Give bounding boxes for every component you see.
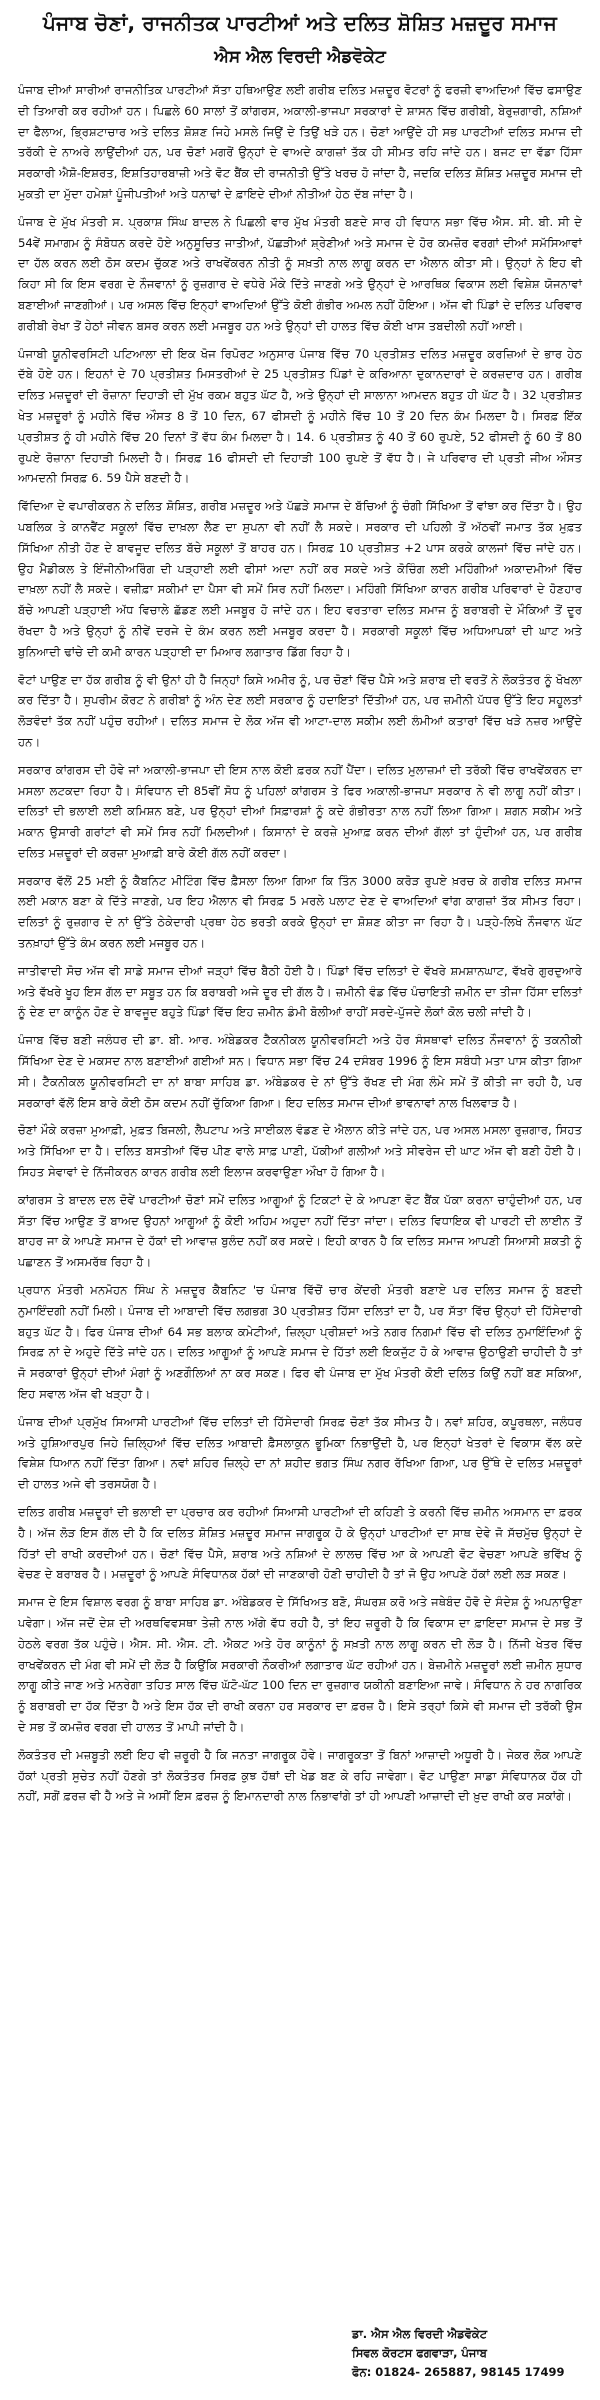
article-paragraph: ਪੰਜਾਬ ਦੀਆਂ ਪ੍ਰਮੁੱਖ ਸਿਆਸੀ ਪਾਰਟੀਆਂ ਵਿੱਚ ਦਲਿਤਾਂ ਦੀ ਹਿੱਸੇਦਾਰੀ ਸਿਰਫ਼ ਚੋਣਾਂ ਤੱਕ ਸੀਮਤ ਹੈ। ਨਵਾਂ ਸ਼ਹਿਰ, ਕਪੂਰਥਲਾ, ਜਲੰਧਰ ਅਤੇ ਹੁਸ਼ਿਆਰਪੁਰ ਜਿਹੇ ਜ਼ਿਲ੍ਹਿਆਂ ਵਿੱਚ ਦਲਿਤ ਆਬਾਦੀ ਫ਼ੈਸਲਾਕੁਨ ਭੂਮਿਕਾ ਨਿਭਾਉਂਦੀ ਹੈ, ਪਰ ਇਨ੍ਹਾਂ ਖੇਤਰਾਂ ਦੇ ਵਿਕਾਸ ਵੱਲ ਕਦੇ ਵਿਸ਼ੇਸ਼ ਧਿਆਨ ਨਹੀਂ ਦਿੱਤਾ ਗਿਆ। ਨਵਾਂ ਸ਼ਹਿਰ ਜ਼ਿਲ੍ਹੇ ਦਾ ਨਾਂ ਸ਼ਹੀਦ ਭਗਤ ਸਿੰਘ ਨਗਰ ਰੱਖਿਆ ਗਿਆ, ਪਰ ਉੱਥੇ ਦੇ ਦਲਿਤ ਮਜ਼ਦੂਰਾਂ ਦੀ ਹਾਲਤ ਅਜੇ ਵੀ ਤਰਸਯੋਗ ਹੈ। <box>18 1414 582 1492</box>
article-paragraph: ਵੋਟਾਂ ਪਾਉਣ ਦਾ ਹੱਕ ਗਰੀਬ ਨੂੰ ਵੀ ਉਨਾਂ ਹੀ ਹੈ ਜਿਨ੍ਹਾਂ ਕਿਸੇ ਅਮੀਰ ਨੂੰ, ਪਰ ਚੋਣਾਂ ਵਿੱਚ ਪੈਸੇ ਅਤੇ ਸ਼ਰਾਬ ਦੀ ਵਰਤੋਂ ਨੇ ਲੋਕਤੰਤਰ ਨੂੰ ਖੋਖਲਾ ਕਰ ਦਿੱਤਾ ਹੈ। ਸੁਪਰੀਮ ਕੋਰਟ ਨੇ ਗਰੀਬਾਂ ਨੂੰ ਅੰਨ ਦੇਣ ਲਈ ਸਰਕਾਰ ਨੂੰ ਹਦਾਇਤਾਂ ਦਿੱਤੀਆਂ ਹਨ, ਪਰ ਜ਼ਮੀਨੀ ਪੱਧਰ ਉੱਤੇ ਇਹ ਸਹੂਲਤਾਂ ਲੋੜਵੰਦਾਂ ਤੱਕ ਨਹੀਂ ਪਹੁੰਚ ਰਹੀਆਂ। ਦਲਿਤ ਸਮਾਜ ਦੇ ਲੋਕ ਅੱਜ ਵੀ ਆਟਾ-ਦਾਲ ਸਕੀਮ ਲਈ ਲੰਮੀਆਂ ਕਤਾਰਾਂ ਵਿੱਚ ਖੜੇ ਨਜ਼ਰ ਆਉਂਦੇ ਹਨ। <box>18 672 582 749</box>
article-paragraph: ਕਾਂਗਰਸ ਤੇ ਬਾਦਲ ਦਲ ਦੋਵੇਂ ਪਾਰਟੀਆਂ ਚੋਣਾਂ ਸਮੇਂ ਦਲਿਤ ਆਗੂਆਂ ਨੂੰ ਟਿਕਟਾਂ ਦੇ ਕੇ ਆਪਣਾ ਵੋਟ ਬੈਂਕ ਪੱਕਾ ਕਰਨਾ ਚਾਹੁੰਦੀਆਂ ਹਨ, ਪਰ ਸੱਤਾ ਵਿੱਚ ਆਉਣ ਤੋਂ ਬਾਅਦ ਉਹਨਾਂ ਆਗੂਆਂ ਨੂੰ ਕੋਈ ਅਹਿਮ ਅਹੁਦਾ ਨਹੀਂ ਦਿੱਤਾ ਜਾਂਦਾ। ਦਲਿਤ ਵਿਧਾਇਕ ਵੀ ਪਾਰਟੀ ਦੀ ਲਾਈਨ ਤੋਂ ਬਾਹਰ ਜਾ ਕੇ ਆਪਣੇ ਸਮਾਜ ਦੇ ਹੱਕਾਂ ਦੀ ਆਵਾਜ਼ ਬੁਲੰਦ ਨਹੀਂ ਕਰ ਸਕਦੇ। ਇਹੀ ਕਾਰਨ ਹੈ ਕਿ ਦਲਿਤ ਸਮਾਜ ਆਪਣੀ ਸਿਆਸੀ ਸ਼ਕਤੀ ਨੂੰ ਪਛਾਣਨ ਤੋਂ ਅਸਮਰੱਥ ਰਿਹਾ ਹੈ। <box>18 1192 582 1270</box>
article-paragraph: ਚੋਣਾਂ ਮੌਕੇ ਕਰਜ਼ਾ ਮੁਆਫ਼ੀ, ਮੁਫ਼ਤ ਬਿਜਲੀ, ਲੈਪਟਾਪ ਅਤੇ ਸਾਈਕਲ ਵੰਡਣ ਦੇ ਐਲਾਨ ਕੀਤੇ ਜਾਂਦੇ ਹਨ, ਪਰ ਅਸਲ ਮਸਲਾ ਰੁਜ਼ਗਾਰ, ਸਿਹਤ ਅਤੇ ਸਿੱਖਿਆ ਦਾ ਹੈ। ਦਲਿਤ ਬਸਤੀਆਂ ਵਿੱਚ ਪੀਣ ਵਾਲੇ ਸਾਫ਼ ਪਾਣੀ, ਪੱਕੀਆਂ ਗਲੀਆਂ ਅਤੇ ਸੀਵਰੇਜ ਦੀ ਘਾਟ ਅੱਜ ਵੀ ਬਣੀ ਹੋਈ ਹੈ। ਸਿਹਤ ਸੇਵਾਵਾਂ ਦੇ ਨਿੱਜੀਕਰਨ ਕਾਰਨ ਗਰੀਬ ਲਈ ਇਲਾਜ ਕਰਵਾਉਣਾ ਔਖਾ ਹੋ ਗਿਆ ਹੈ। <box>18 1123 582 1180</box>
article-paragraph: ਲੋਕਤੰਤਰ ਦੀ ਮਜ਼ਬੂਤੀ ਲਈ ਇਹ ਵੀ ਜ਼ਰੂਰੀ ਹੈ ਕਿ ਜਨਤਾ ਜਾਗਰੂਕ ਹੋਵੇ। ਜਾਗਰੂਕਤਾ ਤੋਂ ਬਿਨਾਂ ਆਜ਼ਾਦੀ ਅਧੂਰੀ ਹੈ। ਜੇਕਰ ਲੋਕ ਆਪਣੇ ਹੱਕਾਂ ਪ੍ਰਤੀ ਸੁਚੇਤ ਨਹੀਂ ਹੋਣਗੇ ਤਾਂ ਲੋਕਤੰਤਰ ਸਿਰਫ਼ ਕੁਝ ਹੱਥਾਂ ਦੀ ਖੇਡ ਬਣ ਕੇ ਰਹਿ ਜਾਵੇਗਾ। ਵੋਟ ਪਾਉਣਾ ਸਾਡਾ ਸੰਵਿਧਾਨਕ ਹੱਕ ਹੀ ਨਹੀਂ, ਸਗੋਂ ਫ਼ਰਜ਼ ਵੀ ਹੈ ਅਤੇ ਜੇ ਅਸੀਂ ਇਸ ਫ਼ਰਜ਼ ਨੂੰ ਇਮਾਨਦਾਰੀ ਨਾਲ ਨਿਭਾਵਾਂਗੇ ਤਾਂ ਹੀ ਆਪਣੀ ਆਜ਼ਾਦੀ ਦੀ ਖ਼ੁਦ ਰਾਖੀ ਕਰ ਸਕਾਂਗੇ। <box>18 1747 582 1804</box>
author-signature-block <box>352 2325 582 2382</box>
article-paragraph: ਸਮਾਜ ਦੇ ਇਸ ਵਿਸ਼ਾਲ ਵਰਗ ਨੂੰ ਬਾਬਾ ਸਾਹਿਬ ਡਾ. ਅੰਬੇਡਕਰ ਦੇ ਸਿੱਖਿਅਤ ਬਣੋ, ਸੰਘਰਸ਼ ਕਰੋ ਅਤੇ ਜਥੇਬੰਦ ਹੋਵੋ ਦੇ ਸੰਦੇਸ਼ ਨੂੰ ਅਪਨਾਉਣਾ ਪਵੇਗਾ। ਅੱਜ ਜਦੋਂ ਦੇਸ਼ ਦੀ ਅਰਥਵਿਵਸਥਾ ਤੇਜ਼ੀ ਨਾਲ ਅੱਗੇ ਵੱਧ ਰਹੀ ਹੈ, ਤਾਂ ਇਹ ਜ਼ਰੂਰੀ ਹੈ ਕਿ ਵਿਕਾਸ ਦਾ ਫ਼ਾਇਦਾ ਸਮਾਜ ਦੇ ਸਭ ਤੋਂ ਹੇਠਲੇ ਵਰਗ ਤੱਕ ਪਹੁੰਚੇ। ਐਸ. ਸੀ. ਐਸ. ਟੀ. ਐਕਟ ਅਤੇ ਹੋਰ ਕਾਨੂੰਨਾਂ ਨੂੰ ਸਖ਼ਤੀ ਨਾਲ ਲਾਗੂ ਕਰਨ ਦੀ ਲੋੜ ਹੈ। ਨਿੱਜੀ ਖੇਤਰ ਵਿੱਚ ਰਾਖਵੇਂਕਰਨ ਦੀ ਮੰਗ ਵੀ ਸਮੇਂ ਦੀ ਲੋੜ ਹੈ ਕਿਉਂਕਿ ਸਰਕਾਰੀ ਨੌਕਰੀਆਂ ਲਗਾਤਾਰ ਘੱਟ ਰਹੀਆਂ ਹਨ। ਬੇਜ਼ਮੀਨੇ ਮਜ਼ਦੂਰਾਂ ਲਈ ਜ਼ਮੀਨ ਸੁਧਾਰ ਲਾਗੂ ਕੀਤੇ ਜਾਣ ਅਤੇ ਮਨਰੇਗਾ ਤਹਿਤ ਸਾਲ ਵਿੱਚ ਘੱਟੋ-ਘੱਟ 100 ਦਿਨ ਦਾ ਰੁਜ਼ਗਾਰ ਯਕੀਨੀ ਬਣਾਇਆ ਜਾਵੇ। ਸੰਵਿਧਾਨ ਨੇ ਹਰ ਨਾਗਰਿਕ ਨੂੰ ਬਰਾਬਰੀ ਦਾ ਹੱਕ ਦਿੱਤਾ ਹੈ ਅਤੇ ਇਸ ਹੱਕ ਦੀ ਰਾਖੀ ਕਰਨਾ ਹਰ ਸਰਕਾਰ ਦਾ ਫ਼ਰਜ਼ ਹੈ। ਇਸੇ ਤਰ੍ਹਾਂ ਕਿਸੇ ਵੀ ਸਮਾਜ ਦੀ ਤਰੱਕੀ ਉਸ ਦੇ ਸਭ ਤੋਂ ਕਮਜ਼ੋਰ ਵਰਗ ਦੀ ਹਾਲਤ ਤੋਂ ਮਾਪੀ ਜਾਂਦੀ ਹੈ। <box>18 1595 582 1734</box>
author-address: ਸਿਵਲ ਕੋਰਟਸ ਫਗਵਾੜਾ, ਪੰਜਾਬ <box>352 2346 487 2360</box>
article-paragraph: ਪੰਜਾਬ ਵਿੱਚ ਬਣੀ ਜਲੰਧਰ ਦੀ ਡਾ. ਬੀ. ਆਰ. ਅੰਬੇਡਕਰ ਟੈਕਨੀਕਲ ਯੂਨੀਵਰਸਿਟੀ ਅਤੇ ਹੋਰ ਸੰਸਥਾਵਾਂ ਦਲਿਤ ਨੌਜਵਾਨਾਂ ਨੂੰ ਤਕਨੀਕੀ ਸਿੱਖਿਆ ਦੇਣ ਦੇ ਮਕਸਦ ਨਾਲ ਬਣਾਈਆਂ ਗਈਆਂ ਸਨ। ਵਿਧਾਨ ਸਭਾ ਵਿੱਚ 24 ਦਸੰਬਰ 1996 ਨੂੰ ਇਸ ਸਬੰਧੀ ਮਤਾ ਪਾਸ ਕੀਤਾ ਗਿਆ ਸੀ। ਟੈਕਨੀਕਲ ਯੂਨੀਵਰਸਿਟੀ ਦਾ ਨਾਂ ਬਾਬਾ ਸਾਹਿਬ ਡਾ. ਅੰਬੇਡਕਰ ਦੇ ਨਾਂ ਉੱਤੇ ਰੱਖਣ ਦੀ ਮੰਗ ਲੰਮੇ ਸਮੇਂ ਤੋਂ ਕੀਤੀ ਜਾ ਰਹੀ ਹੈ, ਪਰ ਸਰਕਾਰਾਂ ਵੱਲੋਂ ਇਸ ਬਾਰੇ ਕੋਈ ਠੋਸ ਕਦਮ ਨਹੀਂ ਚੁੱਕਿਆ ਗਿਆ। ਇਹ ਦਲਿਤ ਸਮਾਜ ਦੀਆਂ ਭਾਵਨਾਵਾਂ ਨਾਲ ਖਿਲਵਾੜ ਹੈ। <box>18 1033 582 1110</box>
article-byline: ਐਸ ਐਲ ਵਿਰਦੀ ਐਡਵੋਕੇਟ <box>214 47 386 67</box>
article-body <box>18 80 582 1807</box>
article-paragraph: ਵਿੱਦਿਆ ਦੇ ਵਪਾਰੀਕਰਨ ਨੇ ਦਲਿਤ ਸ਼ੋਸ਼ਿਤ, ਗਰੀਬ ਮਜ਼ਦੂਰ ਅਤੇ ਪੱਛੜੇ ਸਮਾਜ ਦੇ ਬੱਚਿਆਂ ਨੂੰ ਚੰਗੀ ਸਿੱਖਿਆ ਤੋਂ ਵਾਂਝਾ ਕਰ ਦਿੱਤਾ ਹੈ। ਉਹ ਪਬਲਿਕ ਤੇ ਕਾਨਵੈਂਟ ਸਕੂਲਾਂ ਵਿੱਚ ਦਾਖ਼ਲਾ ਲੈਣ ਦਾ ਸੁਪਨਾ ਵੀ ਨਹੀਂ ਲੈ ਸਕਦੇ। ਸਰਕਾਰ ਦੀ ਪਹਿਲੀ ਤੋਂ ਅੱਠਵੀਂ ਜਮਾਤ ਤੱਕ ਮੁਫ਼ਤ ਸਿੱਖਿਆ ਨੀਤੀ ਹੋਣ ਦੇ ਬਾਵਜੂਦ ਦਲਿਤ ਬੱਚੇ ਸਕੂਲਾਂ ਤੋਂ ਬਾਹਰ ਹਨ। ਸਿਰਫ਼ 10 ਪ੍ਰਤੀਸ਼ਤ +2 ਪਾਸ ਕਰਕੇ ਕਾਲਜਾਂ ਵਿੱਚ ਜਾਂਦੇ ਹਨ। ਉਹ ਮੈਡੀਕਲ ਤੇ ਇੰਜੀਨੀਅਰਿੰਗ ਦੀ ਪੜ੍ਹਾਈ ਲਈ ਫੀਸਾਂ ਅਦਾ ਨਹੀਂ ਕਰ ਸਕਦੇ ਅਤੇ ਕੋਚਿੰਗ ਲਈ ਮਹਿੰਗੀਆਂ ਅਕਾਦਮੀਆਂ ਵਿੱਚ ਦਾਖ਼ਲਾ ਨਹੀਂ ਲੈ ਸਕਦੇ। ਵਜ਼ੀਫ਼ਾ ਸਕੀਮਾਂ ਦਾ ਪੈਸਾ ਵੀ ਸਮੇਂ ਸਿਰ ਨਹੀਂ ਮਿਲਦਾ। ਮਹਿੰਗੀ ਸਿੱਖਿਆ ਕਾਰਨ ਗਰੀਬ ਪਰਿਵਾਰਾਂ ਦੇ ਹੋਣਹਾਰ ਬੱਚੇ ਆਪਣੀ ਪੜ੍ਹਾਈ ਅੱਧ ਵਿਚਾਲੇ ਛੱਡਣ ਲਈ ਮਜਬੂਰ ਹੋ ਜਾਂਦੇ ਹਨ। ਇਹ ਵਰਤਾਰਾ ਦਲਿਤ ਸਮਾਜ ਨੂੰ ਬਰਾਬਰੀ ਦੇ ਮੌਕਿਆਂ ਤੋਂ ਦੂਰ ਰੱਖਦਾ ਹੈ ਅਤੇ ਉਨ੍ਹਾਂ ਨੂੰ ਨੀਵੇਂ ਦਰਜੇ ਦੇ ਕੰਮ ਕਰਨ ਲਈ ਮਜਬੂਰ ਕਰਦਾ ਹੈ। ਸਰਕਾਰੀ ਸਕੂਲਾਂ ਵਿੱਚ ਅਧਿਆਪਕਾਂ ਦੀ ਘਾਟ ਅਤੇ ਬੁਨਿਆਦੀ ਢਾਂਚੇ ਦੀ ਕਮੀ ਕਾਰਨ ਪੜ੍ਹਾਈ ਦਾ ਮਿਆਰ ਲਗਾਤਾਰ ਡਿੱਗ ਰਿਹਾ ਹੈ। <box>18 499 582 659</box>
article-paragraph: ਸਰਕਾਰ ਕਾਂਗਰਸ ਦੀ ਹੋਵੇ ਜਾਂ ਅਕਾਲੀ-ਭਾਜਪਾ ਦੀ ਇਸ ਨਾਲ ਕੋਈ ਫ਼ਰਕ ਨਹੀਂ ਪੈਂਦਾ। ਦਲਿਤ ਮੁਲਾਜ਼ਮਾਂ ਦੀ ਤਰੱਕੀ ਵਿੱਚ ਰਾਖਵੇਂਕਰਨ ਦਾ ਮਸਲਾ ਲਟਕਦਾ ਰਿਹਾ ਹੈ। ਸੰਵਿਧਾਨ ਦੀ 85ਵੀਂ ਸੋਧ ਨੂੰ ਪਹਿਲਾਂ ਕਾਂਗਰਸ ਤੇ ਫਿਰ ਅਕਾਲੀ-ਭਾਜਪਾ ਸਰਕਾਰ ਨੇ ਵੀ ਲਾਗੂ ਨਹੀਂ ਕੀਤਾ। ਦਲਿਤਾਂ ਦੀ ਭਲਾਈ ਲਈ ਕਮਿਸ਼ਨ ਬਣੇ, ਪਰ ਉਨ੍ਹਾਂ ਦੀਆਂ ਸਿਫ਼ਾਰਸ਼ਾਂ ਨੂੰ ਕਦੇ ਗੰਭੀਰਤਾ ਨਾਲ ਨਹੀਂ ਲਿਆ ਗਿਆ। ਸ਼ਗਨ ਸਕੀਮ ਅਤੇ ਮਕਾਨ ਉਸਾਰੀ ਗਰਾਂਟਾਂ ਵੀ ਸਮੇਂ ਸਿਰ ਨਹੀਂ ਮਿਲਦੀਆਂ। ਕਿਸਾਨਾਂ ਦੇ ਕਰਜ਼ੇ ਮੁਆਫ਼ ਕਰਨ ਦੀਆਂ ਗੱਲਾਂ ਤਾਂ ਹੁੰਦੀਆਂ ਹਨ, ਪਰ ਗਰੀਬ ਦਲਿਤ ਮਜ਼ਦੂਰਾਂ ਦੀ ਕਰਜ਼ਾ ਮੁਆਫ਼ੀ ਬਾਰੇ ਕੋਈ ਗੱਲ ਨਹੀਂ ਕਰਦਾ। <box>18 762 582 860</box>
article-paragraph: ਪੰਜਾਬ ਦੇ ਮੁੱਖ ਮੰਤਰੀ ਸ. ਪ੍ਰਕਾਸ਼ ਸਿੰਘ ਬਾਦਲ ਨੇ ਪਿਛਲੀ ਵਾਰ ਮੁੱਖ ਮੰਤਰੀ ਬਣਦੇ ਸਾਰ ਹੀ ਵਿਧਾਨ ਸਭਾ ਵਿੱਚ ਐਸ. ਸੀ. ਬੀ. ਸੀ ਦੇ 54ਵੇਂ ਸਮਾਗਮ ਨੂੰ ਸੰਬੋਧਨ ਕਰਦੇ ਹੋਏ ਅਨੁਸੂਚਿਤ ਜਾਤੀਆਂ, ਪੱਛੜੀਆਂ ਸ਼੍ਰੇਣੀਆਂ ਅਤੇ ਸਮਾਜ ਦੇ ਹੋਰ ਕਮਜ਼ੋਰ ਵਰਗਾਂ ਦੀਆਂ ਸਮੱਸਿਆਵਾਂ ਦਾ ਹੱਲ ਕਰਨ ਲਈ ਠੋਸ ਕਦਮ ਚੁੱਕਣ ਅਤੇ ਰਾਖਵੇਂਕਰਨ ਨੀਤੀ ਨੂੰ ਸਖ਼ਤੀ ਨਾਲ ਲਾਗੂ ਕਰਨ ਦਾ ਐਲਾਨ ਕੀਤਾ ਸੀ। ਉਨ੍ਹਾਂ ਨੇ ਇਹ ਵੀ ਕਿਹਾ ਸੀ ਕਿ ਇਸ ਵਰਗ ਦੇ ਨੌਜਵਾਨਾਂ ਨੂੰ ਰੁਜ਼ਗਾਰ ਦੇ ਵਧੇਰੇ ਮੌਕੇ ਦਿੱਤੇ ਜਾਣਗੇ ਅਤੇ ਉਨ੍ਹਾਂ ਦੇ ਆਰਥਿਕ ਵਿਕਾਸ ਲਈ ਵਿਸ਼ੇਸ਼ ਯੋਜਨਾਵਾਂ ਬਣਾਈਆਂ ਜਾਣਗੀਆਂ। ਪਰ ਅਸਲ ਵਿੱਚ ਇਨ੍ਹਾਂ ਵਾਅਦਿਆਂ ਉੱਤੇ ਕੋਈ ਗੰਭੀਰ ਅਮਲ ਨਹੀਂ ਹੋਇਆ। ਅੱਜ ਵੀ ਪਿੰਡਾਂ ਦੇ ਦਲਿਤ ਪਰਿਵਾਰ ਗਰੀਬੀ ਰੇਖਾ ਤੋਂ ਹੇਠਾਂ ਜੀਵਨ ਬਸਰ ਕਰਨ ਲਈ ਮਜਬੂਰ ਹਨ ਅਤੇ ਉਨ੍ਹਾਂ ਦੀ ਹਾਲਤ ਵਿੱਚ ਕੋਈ ਖਾਸ ਤਬਦੀਲੀ ਨਹੀਂ ਆਈ। <box>18 214 582 333</box>
author-phone: ਫੋਨ: 01824- 265887, 98145 17499 <box>352 2365 565 2379</box>
article-paragraph: ਸਰਕਾਰ ਵੱਲੋਂ 25 ਮਈ ਨੂੰ ਕੈਬਨਿਟ ਮੀਟਿੰਗ ਵਿੱਚ ਫ਼ੈਸਲਾ ਲਿਆ ਗਿਆ ਕਿ ਤਿੰਨ 3000 ਕਰੋੜ ਰੁਪਏ ਖ਼ਰਚ ਕੇ ਗਰੀਬ ਦਲਿਤ ਸਮਾਜ ਲਈ ਮਕਾਨ ਬਣਾ ਕੇ ਦਿੱਤੇ ਜਾਣਗੇ, ਪਰ ਇਹ ਐਲਾਨ ਵੀ ਸਿਰਫ਼ 5 ਮਰਲੇ ਪਲਾਟ ਦੇਣ ਦੇ ਵਾਅਦਿਆਂ ਵਾਂਗ ਕਾਗਜ਼ਾਂ ਤੱਕ ਸੀਮਤ ਰਿਹਾ। ਦਲਿਤਾਂ ਨੂੰ ਰੁਜ਼ਗਾਰ ਦੇ ਨਾਂ ਉੱਤੇ ਠੇਕੇਦਾਰੀ ਪ੍ਰਥਾ ਹੇਠ ਭਰਤੀ ਕਰਕੇ ਉਨ੍ਹਾਂ ਦਾ ਸ਼ੋਸ਼ਣ ਕੀਤਾ ਜਾ ਰਿਹਾ ਹੈ। ਪੜ੍ਹੇ-ਲਿਖੇ ਨੌਜਵਾਨ ਘੱਟ ਤਨਖ਼ਾਹਾਂ ਉੱਤੇ ਕੰਮ ਕਰਨ ਲਈ ਮਜਬੂਰ ਹਨ। <box>18 873 582 951</box>
article-paragraph: ਜਾਤੀਵਾਦੀ ਸੋਚ ਅੱਜ ਵੀ ਸਾਡੇ ਸਮਾਜ ਦੀਆਂ ਜੜ੍ਹਾਂ ਵਿੱਚ ਬੈਠੀ ਹੋਈ ਹੈ। ਪਿੰਡਾਂ ਵਿੱਚ ਦਲਿਤਾਂ ਦੇ ਵੱਖਰੇ ਸ਼ਮਸ਼ਾਨਘਾਟ, ਵੱਖਰੇ ਗੁਰਦੁਆਰੇ ਅਤੇ ਵੱਖਰੇ ਖੂਹ ਇਸ ਗੱਲ ਦਾ ਸਬੂਤ ਹਨ ਕਿ ਬਰਾਬਰੀ ਅਜੇ ਦੂਰ ਦੀ ਗੱਲ ਹੈ। ਜ਼ਮੀਨੀ ਵੰਡ ਵਿੱਚ ਪੰਚਾਇਤੀ ਜ਼ਮੀਨ ਦਾ ਤੀਜਾ ਹਿੱਸਾ ਦਲਿਤਾਂ ਨੂੰ ਦੇਣ ਦਾ ਕਾਨੂੰਨ ਹੋਣ ਦੇ ਬਾਵਜੂਦ ਬਹੁਤੇ ਪਿੰਡਾਂ ਵਿੱਚ ਇਹ ਜ਼ਮੀਨ ਡੰਮੀ ਬੋਲੀਆਂ ਰਾਹੀਂ ਸਰਦੇ-ਪੁੱਜਦੇ ਲੋਕਾਂ ਕੋਲ ਚਲੀ ਜਾਂਦੀ ਹੈ। <box>18 963 582 1020</box>
article-paragraph: ਦਲਿਤ ਗਰੀਬ ਮਜ਼ਦੂਰਾਂ ਦੀ ਭਲਾਈ ਦਾ ਪ੍ਰਚਾਰ ਕਰ ਰਹੀਆਂ ਸਿਆਸੀ ਪਾਰਟੀਆਂ ਦੀ ਕਹਿਣੀ ਤੇ ਕਰਨੀ ਵਿੱਚ ਜ਼ਮੀਨ ਅਸਮਾਨ ਦਾ ਫ਼ਰਕ ਹੈ। ਅੱਜ ਲੋੜ ਇਸ ਗੱਲ ਦੀ ਹੈ ਕਿ ਦਲਿਤ ਸ਼ੋਸ਼ਿਤ ਮਜ਼ਦੂਰ ਸਮਾਜ ਜਾਗਰੂਕ ਹੋ ਕੇ ਉਨ੍ਹਾਂ ਪਾਰਟੀਆਂ ਦਾ ਸਾਥ ਦੇਵੇ ਜੋ ਸੱਚਮੁੱਚ ਉਨ੍ਹਾਂ ਦੇ ਹਿੱਤਾਂ ਦੀ ਰਾਖੀ ਕਰਦੀਆਂ ਹਨ। ਚੋਣਾਂ ਵਿੱਚ ਪੈਸੇ, ਸ਼ਰਾਬ ਅਤੇ ਨਸ਼ਿਆਂ ਦੇ ਲਾਲਚ ਵਿੱਚ ਆ ਕੇ ਆਪਣੀ ਵੋਟ ਵੇਚਣਾ ਆਪਣੇ ਭਵਿੱਖ ਨੂੰ ਵੇਚਣ ਦੇ ਬਰਾਬਰ ਹੈ। ਮਜ਼ਦੂਰਾਂ ਨੂੰ ਆਪਣੇ ਸੰਵਿਧਾਨਕ ਹੱਕਾਂ ਦੀ ਜਾਣਕਾਰੀ ਹੋਣੀ ਚਾਹੀਦੀ ਹੈ ਤਾਂ ਜੋ ਉਹ ਆਪਣੇ ਹੱਕਾਂ ਲਈ ਲੜ ਸਕਣ। <box>18 1505 582 1582</box>
author-name: ਡਾ. ਐਸ ਐਲ ਵਿਰਦੀ ਐਡਵੋਕੇਟ <box>352 2327 488 2341</box>
article-headline: ਪੰਜਾਬ ਚੋਣਾਂ, ਰਾਜਨੀਤਕ ਪਾਰਟੀਆਂ ਅਤੇ ਦਲਿਤ ਸ਼ੋਸ਼ਿਤ ਮਜ਼ਦੂਰ ਸਮਾਜ <box>42 11 558 35</box>
article-paragraph: ਪ੍ਰਧਾਨ ਮੰਤਰੀ ਮਨਮੋਹਨ ਸਿੰਘ ਨੇ ਮਜ਼ਦੂਰ ਕੈਬਨਿਟ 'ਚ ਪੰਜਾਬ ਵਿੱਚੋਂ ਚਾਰ ਕੇਂਦਰੀ ਮੰਤਰੀ ਬਣਾਏ ਪਰ ਦਲਿਤ ਸਮਾਜ ਨੂੰ ਬਣਦੀ ਨੁਮਾਇੰਦਗੀ ਨਹੀਂ ਮਿਲੀ। ਪੰਜਾਬ ਦੀ ਆਬਾਦੀ ਵਿੱਚ ਲਗਭਗ 30 ਪ੍ਰਤੀਸ਼ਤ ਹਿੱਸਾ ਦਲਿਤਾਂ ਦਾ ਹੈ, ਪਰ ਸੱਤਾ ਵਿੱਚ ਉਨ੍ਹਾਂ ਦੀ ਹਿੱਸੇਦਾਰੀ ਬਹੁਤ ਘੱਟ ਹੈ। ਫਿਰ ਪੰਜਾਬ ਦੀਆਂ 64 ਸਭ ਬਲਾਕ ਕਮੇਟੀਆਂ, ਜ਼ਿਲ੍ਹਾ ਪ੍ਰੀਸ਼ਦਾਂ ਅਤੇ ਨਗਰ ਨਿਗਮਾਂ ਵਿੱਚ ਵੀ ਦਲਿਤ ਨੁਮਾਇੰਦਿਆਂ ਨੂੰ ਸਿਰਫ਼ ਨਾਂ ਦੇ ਅਹੁਦੇ ਦਿੱਤੇ ਜਾਂਦੇ ਹਨ। ਦਲਿਤ ਆਗੂਆਂ ਨੂੰ ਆਪਣੇ ਸਮਾਜ ਦੇ ਹਿੱਤਾਂ ਲਈ ਇਕਜੁੱਟ ਹੋ ਕੇ ਆਵਾਜ਼ ਉਠਾਉਣੀ ਚਾਹੀਦੀ ਹੈ ਤਾਂ ਜੋ ਸਰਕਾਰਾਂ ਉਨ੍ਹਾਂ ਦੀਆਂ ਮੰਗਾਂ ਨੂੰ ਅਣਗੌਲਿਆਂ ਨਾ ਕਰ ਸਕਣ। ਫਿਰ ਵੀ ਪੰਜਾਬ ਦਾ ਮੁੱਖ ਮੰਤਰੀ ਕੋਈ ਦਲਿਤ ਕਿਉਂ ਨਹੀਂ ਬਣ ਸਕਿਆ, ਇਹ ਸਵਾਲ ਅੱਜ ਵੀ ਖੜ੍ਹਾ ਹੈ। <box>18 1283 582 1402</box>
article-paragraph: ਪੰਜਾਬ ਦੀਆਂ ਸਾਰੀਆਂ ਰਾਜਨੀਤਿਕ ਪਾਰਟੀਆਂ ਸੱਤਾ ਹਥਿਆਉਣ ਲਈ ਗਰੀਬ ਦਲਿਤ ਮਜ਼ਦੂਰ ਵੋਟਰਾਂ ਨੂੰ ਫਰਜ਼ੀ ਵਾਅਦਿਆਂ ਵਿੱਚ ਫਸਾਉਣ ਦੀ ਤਿਆਰੀ ਕਰ ਰਹੀਆਂ ਹਨ। ਪਿਛਲੇ 60 ਸਾਲਾਂ ਤੋਂ ਕਾਂਗਰਸ, ਅਕਾਲੀ-ਭਾਜਪਾ ਸਰਕਾਰਾਂ ਦੇ ਸ਼ਾਸਨ ਵਿੱਚ ਗਰੀਬੀ, ਬੇਰੁਜ਼ਗਾਰੀ, ਨਸ਼ਿਆਂ ਦਾ ਫੈਲਾਅ, ਭ੍ਰਿਸ਼ਟਾਚਾਰ ਅਤੇ ਦਲਿਤ ਸ਼ੋਸ਼ਣ ਜਿਹੇ ਮਸਲੇ ਜਿਉਂ ਦੇ ਤਿਉਂ ਖੜੇ ਹਨ। ਚੋਣਾਂ ਆਉਂਦੇ ਹੀ ਸਭ ਪਾਰਟੀਆਂ ਦਲਿਤ ਸਮਾਜ ਦੀ ਤਰੱਕੀ ਦੇ ਨਾਅਰੇ ਲਾਉਂਦੀਆਂ ਹਨ, ਪਰ ਚੋਣਾਂ ਮਗਰੋਂ ਉਨ੍ਹਾਂ ਦੇ ਵਾਅਦੇ ਕਾਗਜ਼ਾਂ ਤੱਕ ਹੀ ਸੀਮਤ ਰਹਿ ਜਾਂਦੇ ਹਨ। ਬਜਟ ਦਾ ਵੱਡਾ ਹਿੱਸਾ ਸਰਕਾਰੀ ਐਸ਼ੋ-ਇਸ਼ਰਤ, ਇਸ਼ਤਿਹਾਰਬਾਜ਼ੀ ਅਤੇ ਵੋਟ ਬੈਂਕ ਦੀ ਰਾਜਨੀਤੀ ਉੱਤੇ ਖਰਚ ਹੋ ਜਾਂਦਾ ਹੈ, ਜਦਕਿ ਦਲਿਤ ਸ਼ੋਸ਼ਿਤ ਮਜ਼ਦੂਰ ਸਮਾਜ ਦੀ ਮੁਕਤੀ ਦਾ ਮੁੱਦਾ ਹਮੇਸ਼ਾਂ ਪੂੰਜੀਪਤੀਆਂ ਅਤੇ ਧਨਾਢਾਂ ਦੇ ਫ਼ਾਇਦੇ ਦੀਆਂ ਨੀਤੀਆਂ ਹੇਠ ਦੱਬ ਜਾਂਦਾ ਹੈ। <box>18 83 582 201</box>
article-paragraph: ਪੰਜਾਬੀ ਯੂਨੀਵਰਸਿਟੀ ਪਟਿਆਲਾ ਦੀ ਇਕ ਖੋਜ ਰਿਪੋਰਟ ਅਨੁਸਾਰ ਪੰਜਾਬ ਵਿੱਚ 70 ਪ੍ਰਤੀਸ਼ਤ ਦਲਿਤ ਮਜ਼ਦੂਰ ਕਰਜ਼ਿਆਂ ਦੇ ਭਾਰ ਹੇਠ ਦੱਬੇ ਹੋਏ ਹਨ। ਇਹਨਾਂ ਦੇ 70 ਪ੍ਰਤੀਸ਼ਤ ਮਿਸਤਰੀਆਂ ਦੇ 25 ਪ੍ਰਤੀਸ਼ਤ ਪਿੰਡਾਂ ਦੇ ਕਰਿਆਨਾ ਦੁਕਾਨਦਾਰਾਂ ਦੇ ਕਰਜ਼ਦਾਰ ਹਨ। ਗਰੀਬ ਦਲਿਤ ਮਜ਼ਦੂਰਾਂ ਦੀ ਰੋਜ਼ਾਨਾ ਦਿਹਾੜੀ ਦੀ ਮੁੱਖ ਰਕਮ ਬਹੁਤ ਘੱਟ ਹੈ, ਅਤੇ ਉਨ੍ਹਾਂ ਦੀ ਸਾਲਾਨਾ ਆਮਦਨ ਬਹੁਤ ਹੀ ਘੱਟ ਹੈ। 32 ਪ੍ਰਤੀਸ਼ਤ ਖੇਤ ਮਜ਼ਦੂਰਾਂ ਨੂੰ ਮਹੀਨੇ ਵਿੱਚ ਔਸਤ 8 ਤੋਂ 10 ਦਿਨ, 67 ਫੀਸਦੀ ਨੂੰ ਮਹੀਨੇ ਵਿੱਚ 10 ਤੋਂ 20 ਦਿਨ ਕੰਮ ਮਿਲਦਾ ਹੈ। ਸਿਰਫ਼ ਇੱਕ ਪ੍ਰਤੀਸ਼ਤ ਨੂੰ ਹੀ ਮਹੀਨੇ ਵਿੱਚ 20 ਦਿਨਾਂ ਤੋਂ ਵੱਧ ਕੰਮ ਮਿਲਦਾ ਹੈ। 14. 6 ਪ੍ਰਤੀਸ਼ਤ ਨੂੰ 40 ਤੋਂ 60 ਰੁਪਏ, 52 ਫੀਸਦੀ ਨੂੰ 60 ਤੋਂ 80 ਰੁਪਏ ਰੋਜ਼ਾਨਾ ਦਿਹਾੜੀ ਮਿਲਦੀ ਹੈ। ਸਿਰਫ਼ 16 ਫੀਸਦੀ ਦੀ ਦਿਹਾੜੀ 100 ਰੁਪਏ ਤੋਂ ਵੱਧ ਹੈ। ਜੇ ਪਰਿਵਾਰ ਦੀ ਪ੍ਰਤੀ ਜੀਅ ਔਸਤ ਆਮਦਨੀ ਸਿਰਫ਼ 6. 59 ਪੈਸੇ ਬਣਦੀ ਹੈ। <box>18 346 582 486</box>
